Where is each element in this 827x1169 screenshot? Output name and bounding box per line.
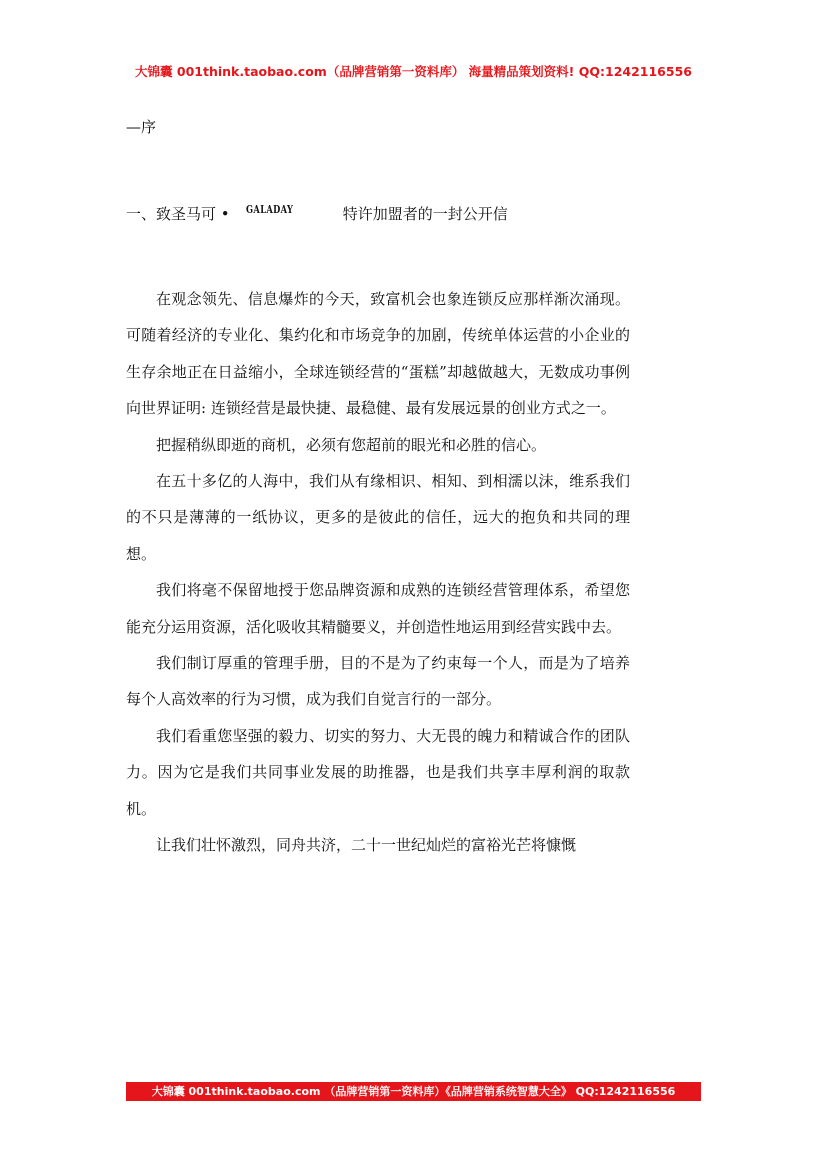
letter-title [126, 203, 508, 224]
footer-banner: 大锦囊 001think.taobao.com （品牌营销第一资料库）《品牌营销系统智慧大全》 QQ:1242116556 [126, 1082, 701, 1101]
galaday-logo: GALADAY [245, 203, 293, 216]
letter-body [126, 281, 630, 864]
header-banner: 大锦囊 001think.taobao.com（品牌营销第一资料库） 海量精品策划资料! QQ:1242116556 [135, 64, 692, 79]
paragraph: 我们将毫不保留地授于您品牌资源和成熟的连锁经营管理体系，希望您能充分运用资源，活化吸收其精髓要义，并创造性地运用到经营实践中去。 [126, 581, 630, 636]
letter-title-prefix: 一、致圣马可 • [126, 205, 230, 223]
paragraph: 在观念领先、信息爆炸的今天，致富机会也象连锁反应那样渐次涌现。可随着经济的专业化、集约化和市场竞争的加剧，传统单体运营的小企业的生存余地正在日益缩小，全球连锁经营的“蛋糕”却越做越大，无数成功事例向世界证明: 连锁经营是最快捷、最稳健、最有发展远景的创业方式之一。 [126, 290, 630, 418]
preface-heading: —序 [126, 118, 157, 136]
paragraph: 让我们壮怀激烈，同舟共济，二十一世纪灿烂的富裕光芒将慷慨 [156, 836, 577, 855]
paragraph: 我们制订厚重的管理手册，目的不是为了约束每一个人，而是为了培养每个人高效率的行为习惯，成为我们自觉言行的一部分。 [126, 654, 630, 709]
paragraph: 我们看重您坚强的毅力、切实的努力、大无畏的魄力和精诚合作的团队力。因为它是我们共同事业发展的助推器，也是我们共享丰厚利润的取款机。 [126, 726, 630, 818]
paragraph: 把握稍纵即逝的商机，必须有您超前的眼光和必胜的信心。 [156, 435, 547, 454]
paragraph: 在五十多亿的人海中，我们从有缘相识、相知、到相濡以沫，维系我们的不只是薄薄的一纸协议，更多的是彼此的信任，远大的抱负和共同的理想。 [126, 472, 630, 563]
letter-title-suffix: 特许加盟者的一封公开信 [342, 205, 508, 223]
